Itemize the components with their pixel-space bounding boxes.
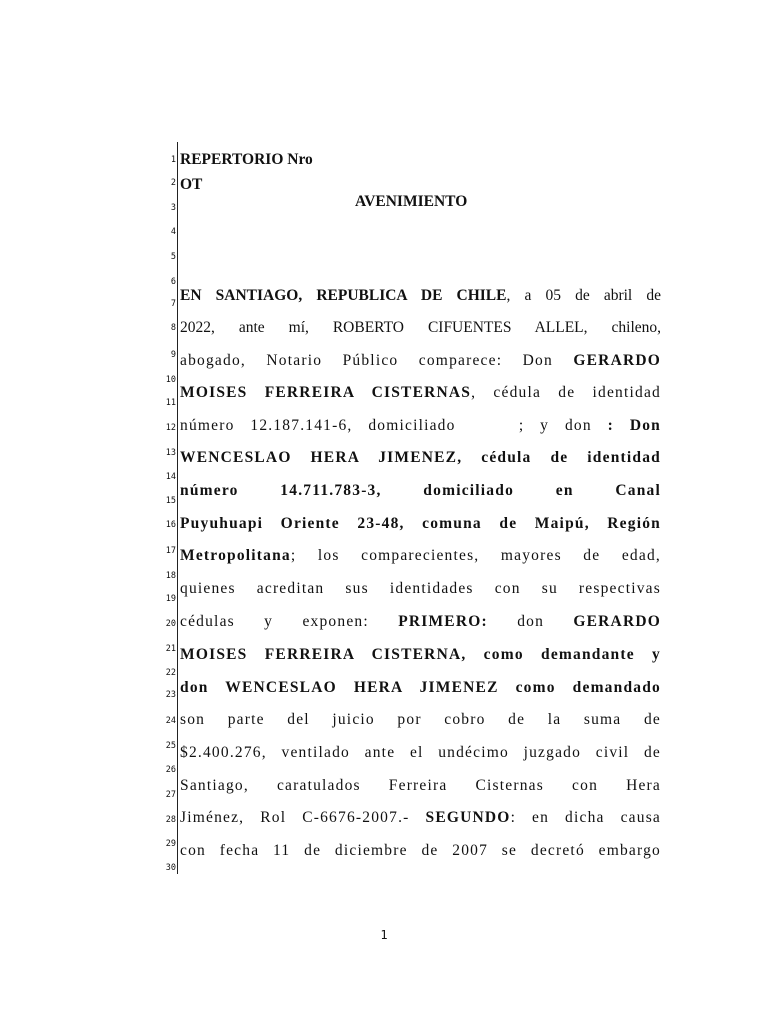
line-number: 2 [170, 178, 176, 188]
body-line-5: número 12.187.141-6, domiciliado ; y don : Don [180, 417, 661, 434]
line-number: 13 [165, 448, 176, 458]
body-line-10: quienes acreditan sus identidades con su respectivas [180, 580, 661, 597]
body-line-1: EN SANTIAGO, REPUBLICA DE CHILE, a 05 de abril de [180, 287, 661, 304]
body-line-4: MOISES FERREIRA CISTERNAS, cédula de identidad [180, 384, 661, 401]
body-line-17: Jiménez, Rol C-6676-2007.- SEGUNDO: en dicha causa [180, 809, 662, 826]
line-number: 1 [170, 155, 176, 165]
line-number: 27 [165, 790, 176, 800]
line-number: 17 [165, 546, 176, 556]
line-number: 20 [165, 619, 176, 629]
line-number: 16 [165, 520, 176, 530]
body-line-3: abogado, Notario Público comparece: Don GERARDO [180, 352, 662, 369]
line-number: 30 [165, 863, 176, 873]
body-line-16: Santiago, caratulados Ferreira Cisternas con Hera [180, 777, 661, 794]
line-number: 11 [165, 398, 176, 408]
line-number: 3 [170, 203, 176, 213]
page-number: 1 [380, 928, 388, 942]
line-number: 23 [165, 690, 176, 700]
body-line-12: MOISES FERREIRA CISTERNA, como demandante y [180, 646, 661, 663]
body-line-13: don WENCESLAO HERA JIMENEZ como demandado [180, 679, 661, 696]
body-line-15: $2.400.276, ventilado ante el undécimo juzgado civil de [180, 744, 661, 761]
body-line-9: Metropolitana; los comparecientes, mayores de edad, [180, 547, 661, 564]
body-line-7: número 14.711.783-3, domiciliado en Canal [180, 482, 661, 499]
line-number: 28 [165, 815, 176, 825]
line-number: 26 [165, 765, 176, 775]
line-number: 9 [170, 350, 176, 360]
line-number: 12 [165, 423, 176, 433]
line-number: 24 [165, 716, 176, 726]
body-line-2: 2022, ante mí, ROBERTO CIFUENTES ALLEL, chileno, [180, 319, 661, 336]
line-number: 14 [165, 472, 176, 482]
line-number: 8 [170, 323, 176, 333]
document-title: AVENIMIENTO [355, 193, 468, 210]
line-number: 19 [165, 594, 176, 604]
line-number: 18 [165, 571, 176, 581]
body-line-8: Puyuhuapi Oriente 23-48, comuna de Maipú, Región [180, 515, 661, 532]
body-line-6: WENCESLAO HERA JIMENEZ, cédula de identidad [180, 449, 661, 466]
line-number: 4 [170, 227, 176, 237]
line-number: 22 [165, 668, 176, 678]
line-number: 15 [165, 496, 176, 506]
margin-rule [177, 142, 178, 874]
repertorio-label: REPERTORIO Nro [180, 151, 313, 168]
body-line-14: son parte del juicio por cobro de la suma de [180, 711, 661, 728]
line-number: 6 [170, 277, 176, 287]
line-number: 10 [165, 375, 176, 385]
line-number: 7 [170, 299, 176, 309]
body-line-18: con fecha 11 de diciembre de 2007 se decretó embargo [180, 842, 661, 859]
line-number: 29 [165, 839, 176, 849]
body-line-11: cédulas y exponen: PRIMERO: don GERARDO [180, 613, 661, 630]
line-number: 25 [165, 741, 176, 751]
line-number: 21 [165, 644, 176, 654]
line-number: 5 [170, 252, 176, 262]
ot-label: OT [180, 176, 203, 193]
